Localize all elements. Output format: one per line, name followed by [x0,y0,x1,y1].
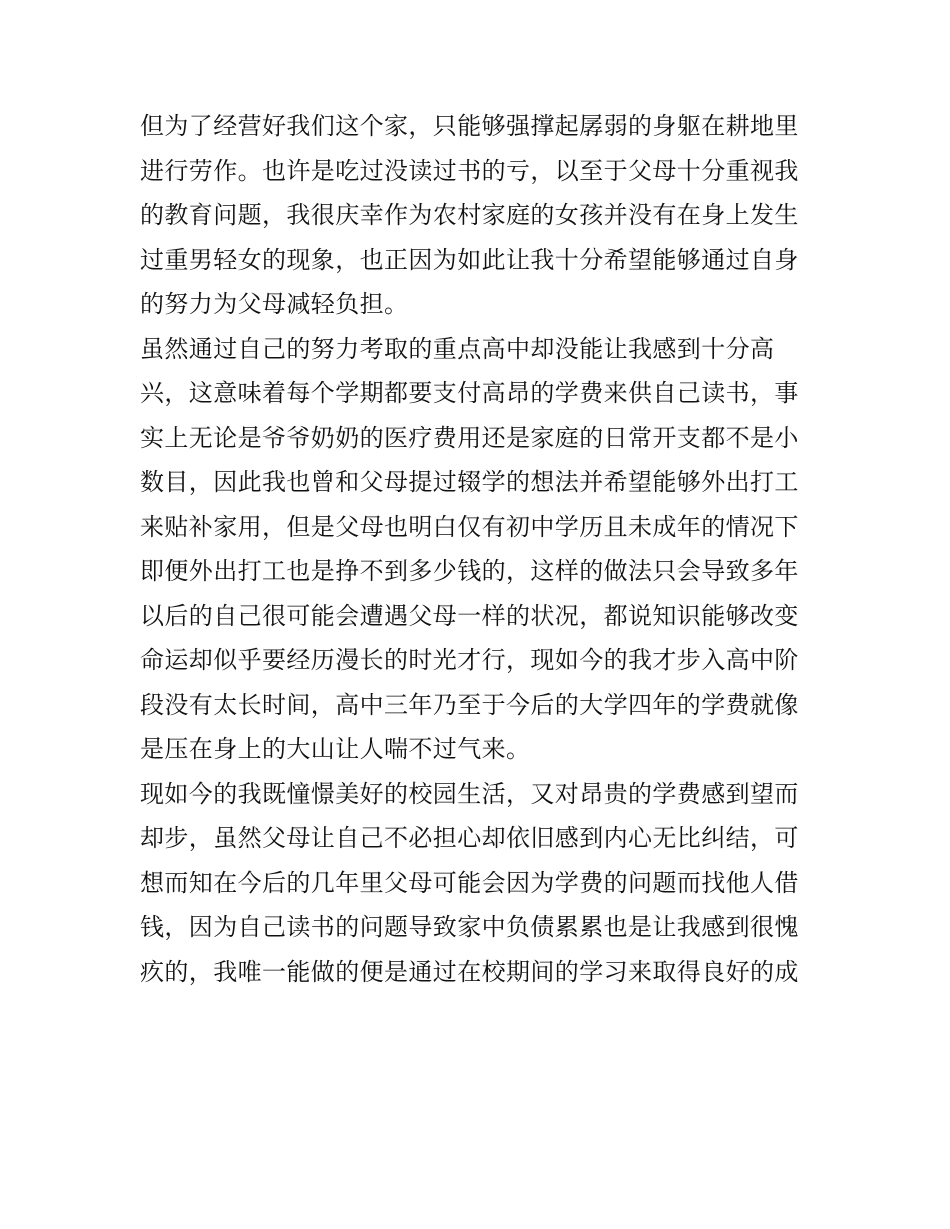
text-line: 命运却似乎要经历漫长的时光才行，现如今的我才步入高中阶 [140,646,799,674]
text-line: 的教育问题，我很庆幸作为农村家庭的女孩并没有在身上发生 [140,201,799,229]
text-line: 却步，虽然父母让自己不必担心却依旧感到内心无比纠结，可 [140,824,799,852]
text-line: 钱，因为自己读书的问题导致家中负债累累也是让我感到很愧 [140,913,799,941]
text-line: 疚的，我唯一能做的便是通过在校期间的学习来取得良好的成 [140,957,799,986]
text-line: 进行劳作。也许是吃过没读过书的亏，以至于父母十分重视我 [140,156,799,185]
text-line: 但为了经营好我们这个家，只能够强撑起孱弱的身躯在耕地里 [140,112,799,140]
text-line: 过重男轻女的现象，也正因为如此让我十分希望能够通过自身 [140,245,799,274]
text-line: 是压在身上的大山让人喘不过气来。 [140,735,531,763]
text-line: 即便外出打工也是挣不到多少钱的，这样的做法只会导致多年 [140,557,799,585]
text-line: 数目，因此我也曾和父母提过辍学的想法并希望能够外出打工 [140,468,799,496]
text-line: 虽然通过自己的努力考取的重点高中却没能让我感到十分高 [140,334,775,363]
text-line: 段没有太长时间，高中三年乃至于今后的大学四年的学费就像 [140,690,799,719]
text-line: 想而知在今后的几年里父母可能会因为学费的问题而找他人借 [140,868,799,897]
text-line: 兴，这意味着每个学期都要支付高昂的学费来供自己读书，事 [140,379,799,407]
text-line: 以后的自己很可能会遭遇父母一样的状况，都说知识能够改变 [140,601,799,630]
text-line: 来贴补家用，但是父母也明白仅有初中学历且未成年的情况下 [140,512,799,541]
body-text [140,104,820,994]
text-line: 实上无论是爷爷奶奶的医疗费用还是家庭的日常开支都不是小 [140,423,799,452]
text-line: 的努力为父母减轻负担。 [140,290,409,318]
text-line: 现如今的我既憧憬美好的校园生活，又对昂贵的学费感到望而 [140,779,799,808]
